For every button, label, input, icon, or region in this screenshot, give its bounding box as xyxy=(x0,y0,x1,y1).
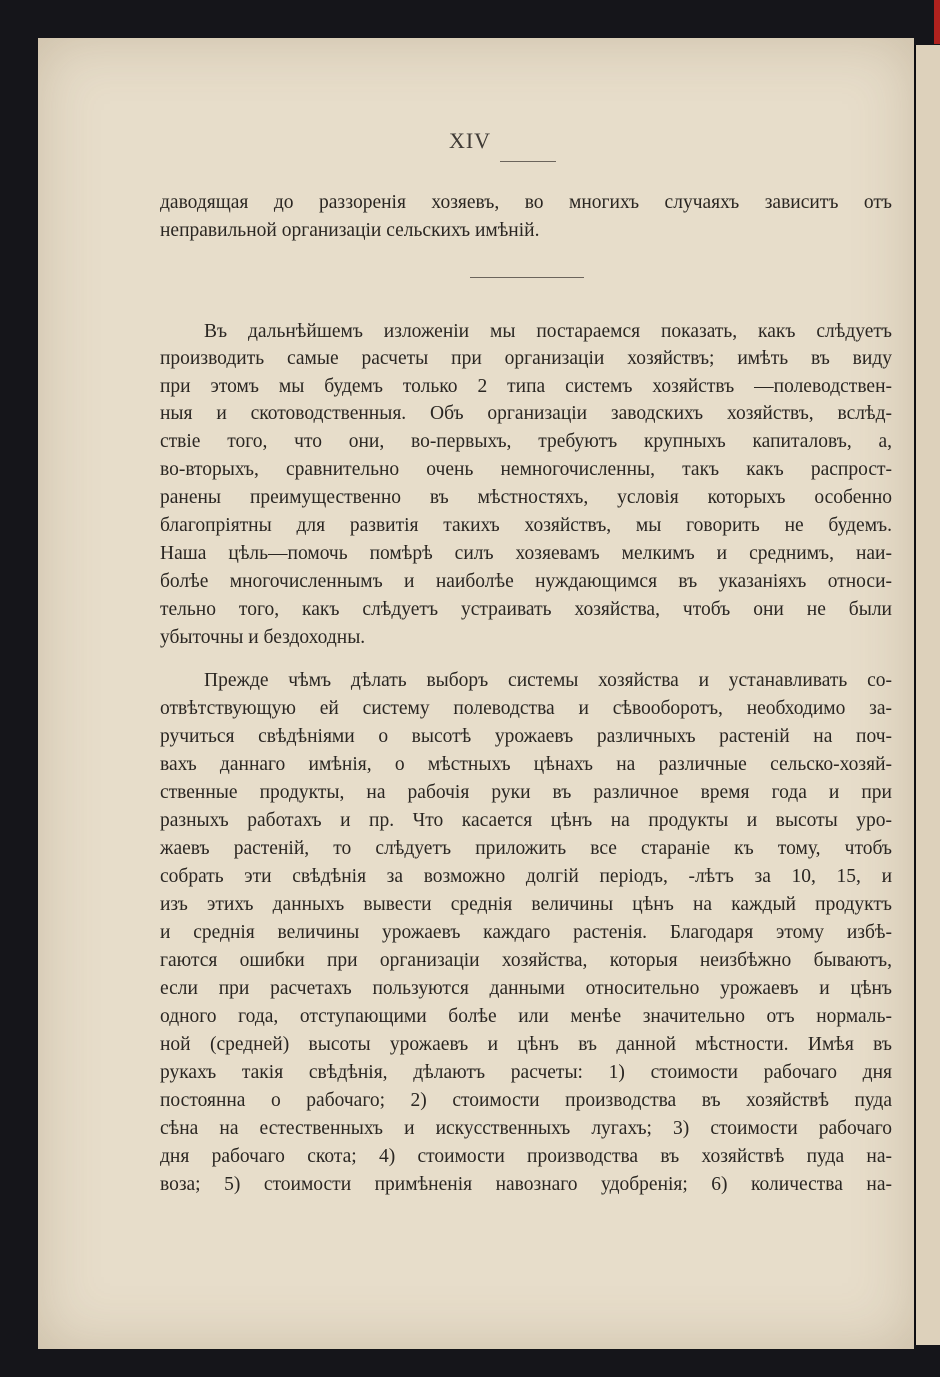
text-line: разныхъ работахъ и пр. Что касается цѣнъ на продукты и высоты уро- xyxy=(160,810,892,831)
text-line: производить самые расчеты при организаціи хозяйствъ; имѣть въ виду xyxy=(160,348,892,369)
section-divider xyxy=(470,277,584,278)
text-line: во-вторыхъ, сравнительно очень немногочисленны, такъ какъ распрост- xyxy=(160,459,892,480)
header-rule xyxy=(500,161,556,162)
text-line: тельно того, какъ слѣдуетъ устраивать хозяйства, чтобъ они не были xyxy=(160,599,892,620)
page-number: XIV xyxy=(448,128,492,153)
text-line: изъ этихъ данныхъ вывести среднія величины цѣнъ на каждый продуктъ xyxy=(160,894,892,915)
text-line: даводящая до раззоренія хозяевъ, во многихъ случаяхъ зависитъ отъ xyxy=(160,192,892,213)
text-line: жаевъ растеній, то слѣдуетъ приложить все стараніе къ тому, чтобъ xyxy=(160,838,892,859)
adjacent-page-edge xyxy=(914,45,940,1345)
text-line: болѣе многочисленнымъ и наиболѣе нуждающимся въ указаніяхъ относи- xyxy=(160,571,892,592)
text-line: Въ дальнѣйшемъ изложеніи мы постараемся показать, какъ слѣдуетъ xyxy=(204,321,892,342)
text-line: сѣна на естественныхъ и искусственныхъ лугахъ; 3) стоимости рабочаго xyxy=(160,1118,892,1139)
text-line: рукахъ такія свѣдѣнія, дѣлаютъ расчеты: 1) стоимости рабочаго дня xyxy=(160,1062,892,1083)
text-line: и среднія величины урожаевъ каждаго растенія. Благодаря этому избѣ- xyxy=(160,922,892,943)
text-line: ныя и скотоводственныя. Объ организаціи заводскихъ хозяйствъ, вслѣд- xyxy=(160,403,892,424)
text-line: если при расчетахъ пользуются данными относительно урожаевъ и цѣнъ xyxy=(160,978,892,999)
text-line: вахъ даннаго имѣнія, о мѣстныхъ цѣнахъ на различные сельско-хозяй- xyxy=(160,754,892,775)
text-line: ручиться свѣдѣніями о высотѣ урожаевъ различныхъ растеній на поч- xyxy=(160,726,892,747)
text-line: Наша цѣль—помочь помѣрѣ силъ хозяевамъ мелкимъ и среднимъ, наи- xyxy=(160,543,892,564)
text-line: благопріятны для развитія такихъ хозяйствъ, мы говорить не будемъ. xyxy=(160,515,892,536)
text-line: неправильной организаціи сельскихъ имѣній. xyxy=(160,220,540,241)
text-line: при этомъ мы будемъ только 2 типа системъ хозяйствъ —полеводствен- xyxy=(160,376,892,397)
text-line: ранены преимущественно въ мѣстностяхъ, условія которыхъ особенно xyxy=(160,487,892,508)
text-line: убыточны и бездоходны. xyxy=(160,627,366,648)
bookmark-ribbon xyxy=(934,0,940,44)
text-line: ной (средней) высоты урожаевъ и цѣнъ въ данной мѣстности. Имѣя въ xyxy=(160,1034,892,1055)
text-line: собрать эти свѣдѣнія за возможно долгій періодъ, -лѣтъ за 10, 15, и xyxy=(160,866,892,887)
text-line: ственные продукты, на рабочія руки въ различное время года и при xyxy=(160,782,892,803)
text-line: воза; 5) стоимости примѣненія навознаго удобренія; 6) количества на- xyxy=(160,1174,892,1195)
text-line: гаются ошибки при организаціи хозяйства, которыя неизбѣжно бываютъ, xyxy=(160,950,892,971)
text-line: дня рабочаго скота; 4) стоимости производства въ хозяйствѣ пуда на- xyxy=(160,1146,892,1167)
text-line: одного года, отступающими болѣе или менѣе значительно отъ нормаль- xyxy=(160,1006,892,1027)
text-line: Прежде чѣмъ дѣлать выборъ системы хозяйства и устанавливать со- xyxy=(204,670,892,691)
text-line: отвѣтствующую ей систему полеводства и сѣвооборотъ, необходимо за- xyxy=(160,698,892,719)
text-line: постоянна о рабочаго; 2) стоимости производства въ хозяйствѣ пуда xyxy=(160,1090,892,1111)
text-line: ствіе того, что они, во-первыхъ, требуютъ крупныхъ капиталовъ, а, xyxy=(160,431,892,452)
